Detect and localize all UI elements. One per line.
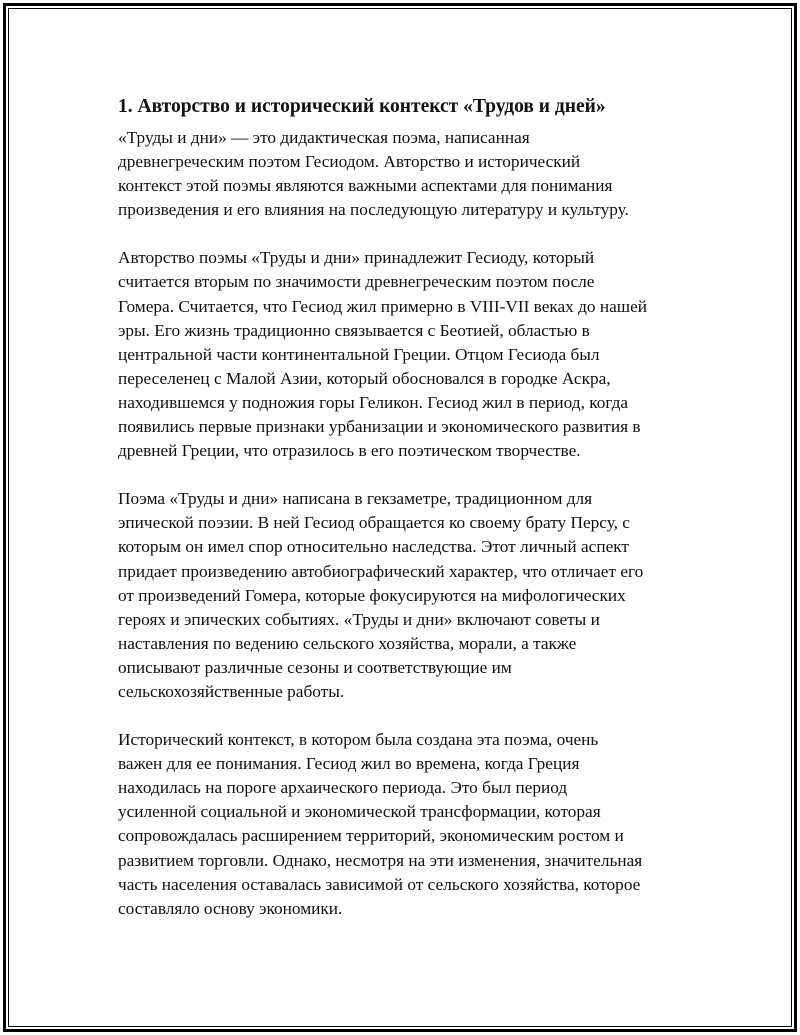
- text-line: усиленной социальной и экономической трансформации, которая: [118, 802, 601, 822]
- text-line: придает произведению автобиографический характер, что отличает его: [118, 561, 644, 581]
- text-line: «Труды и дни» — это дидактическая поэма, написанная: [118, 128, 530, 147]
- text-line: сопровождалась расширением территорий, экономическим ростом и: [118, 826, 624, 846]
- body-paragraph: [118, 728, 693, 921]
- text-line: описывают различные сезоны и соответствующие им: [118, 657, 512, 677]
- text-line: составляло основу экономики.: [118, 898, 343, 918]
- text-line: эры. Его жизнь традиционно связывается с Беотией, областью в: [118, 320, 590, 340]
- text-line: важен для ее понимания. Гесиод жил во времена, когда Греция: [118, 754, 580, 774]
- body-paragraph: [118, 126, 693, 222]
- text-line: которым он имел спор относительно наследства. Этот личный аспект: [118, 537, 629, 557]
- paragraph-list: [118, 126, 693, 921]
- text-line: появились первые признаки урбанизации и экономического развития в: [118, 417, 641, 437]
- text-line: древней Греции, что отразилось в его поэтическом творчестве.: [118, 441, 581, 461]
- text-line: развитием торговли. Однако, несмотря на эти изменения, значительная: [118, 850, 643, 870]
- text-line: часть населения оставалась зависимой от сельского хозяйства, которое: [118, 874, 641, 894]
- text-line: произведения и его влияния на последующую литературу и культуру.: [118, 200, 629, 220]
- body-paragraph: [118, 246, 693, 463]
- text-line: сельскохозяйственные работы.: [118, 681, 345, 701]
- text-line: наставления по ведению сельского хозяйства, морали, а также: [118, 633, 577, 653]
- text-line: от произведений Гомера, которые фокусируются на мифологических: [118, 585, 626, 605]
- text-line: центральной части континентальной Греции. Отцом Гесиода был: [118, 344, 600, 364]
- text-line: находилась на пороге архаического периода. Это был период: [118, 778, 568, 798]
- text-line: считается вторым по значимости древнегреческим поэтом после: [118, 272, 595, 292]
- text-line: находившемся у подножия горы Геликон. Гесиод жил в период, когда: [118, 392, 629, 412]
- text-line: переселенец с Малой Азии, который обосновался в городке Аскра,: [118, 368, 611, 388]
- text-line: Гомера. Считается, что Гесиод жил примерно в VIII-VII веках до нашей: [118, 296, 648, 316]
- text-line: Поэма «Труды и дни» написана в гекзаметре, традиционном для: [118, 489, 593, 509]
- text-line: героях и эпических событиях. «Труды и дни» включают советы и: [118, 609, 600, 629]
- text-line: Авторство поэмы «Труды и дни» принадлежит Гесиоду, который: [118, 248, 595, 268]
- text-line: эпической поэзии. В ней Гесиод обращается ко своему брату Персу, с: [118, 513, 630, 533]
- body-paragraph: [118, 487, 693, 704]
- document-body: [118, 94, 693, 945]
- text-line: Исторический контекст, в котором была создана эта поэма, очень: [118, 730, 599, 750]
- section-heading: 1. Авторство и исторический контекст «Трудов и дней»: [118, 96, 606, 117]
- text-line: древнегреческим поэтом Гесиодом. Авторство и исторический: [118, 152, 581, 172]
- text-line: контекст этой поэмы являются важными аспектами для понимания: [118, 176, 613, 196]
